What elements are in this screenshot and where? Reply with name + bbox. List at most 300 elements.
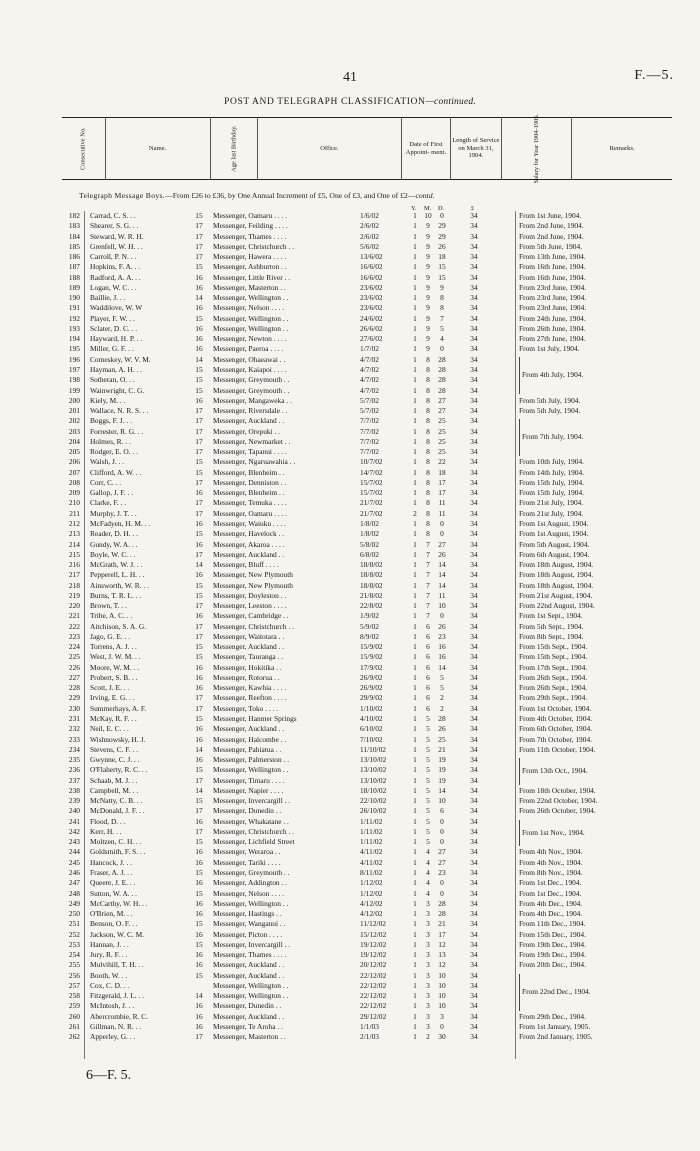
service-months: 3 — [426, 970, 430, 980]
staff-age: 17 — [195, 549, 203, 559]
remarks: From 8th Sept., 1904. — [519, 631, 584, 641]
staff-age: 16 — [195, 672, 203, 682]
appointment-date: 15/7/02 — [360, 488, 383, 498]
remarks: From 6th October, 1904. — [519, 724, 592, 734]
staff-office: Messenger, Wellington . . — [213, 980, 289, 990]
appointment-date: 23/6/02 — [360, 303, 383, 313]
staff-age: 17 — [195, 703, 203, 713]
staff-office: Messenger, Oamaru . . . . — [213, 211, 287, 220]
remarks: From 23rd June, 1904. — [519, 282, 587, 292]
consecutive-number: 213 — [68, 529, 80, 539]
table-row — [0, 765, 700, 775]
consecutive-number: 200 — [68, 395, 80, 405]
service-months: 8 — [426, 457, 430, 467]
remarks: From 10th July, 1904. — [519, 457, 585, 467]
appointment-date: 20/12/02 — [360, 960, 387, 970]
table-row — [0, 827, 700, 837]
staff-office: Messenger, Invercargill . . — [213, 939, 291, 949]
appointment-date: 26/10/02 — [360, 806, 387, 816]
staff-age: 17 — [195, 508, 203, 518]
service-years: 1 — [413, 714, 417, 724]
staff-office: Messenger, Tariki . . . . — [213, 857, 281, 867]
header-remarks: Remarks. — [572, 118, 672, 180]
consecutive-number: 203 — [68, 426, 80, 436]
salary: 34 — [470, 837, 478, 847]
service-days: 29 — [438, 231, 446, 241]
salary: 34 — [470, 426, 478, 436]
appointment-date: 22/12/02 — [360, 1001, 387, 1011]
staff-age: 15 — [195, 457, 203, 467]
staff-age: 16 — [195, 1001, 203, 1011]
remarks: From 1st October, 1904. — [519, 703, 592, 713]
table-row — [0, 581, 700, 591]
staff-name: Wallace, N. R. S. . . — [90, 406, 149, 416]
consecutive-number: 227 — [68, 672, 80, 682]
service-days: 3 — [440, 1011, 444, 1021]
appointment-date: 2/1/03 — [360, 1032, 379, 1042]
staff-office: Messenger, Kawhia . . . . — [213, 683, 287, 693]
staff-office: Messenger, Ohaeawai . . — [213, 354, 286, 364]
table-row — [0, 950, 700, 960]
service-years: 1 — [413, 765, 417, 775]
section-text: —From £26 to £36, by One Annual Increment of £5, One of £3, and One of £2— — [165, 191, 416, 200]
staff-age: 15 — [195, 837, 203, 847]
staff-office: Messenger, Weraroa . . — [213, 847, 281, 857]
service-years: 1 — [413, 539, 417, 549]
staff-office: Messenger, Blenheim . . — [213, 467, 285, 477]
service-days: 17 — [438, 477, 446, 487]
staff-name: Irving, E. G. . . — [90, 693, 135, 703]
service-months: 9 — [426, 282, 430, 292]
service-years: 1 — [413, 354, 417, 364]
table-row — [0, 519, 700, 529]
staff-name: Cox, C. D. . . — [90, 980, 130, 990]
consecutive-number: 255 — [68, 960, 80, 970]
table-row — [0, 242, 700, 252]
consecutive-number: 258 — [68, 991, 80, 1001]
consecutive-number: 248 — [68, 888, 80, 898]
appointment-date: 1/8/02 — [360, 529, 379, 539]
service-years: 1 — [413, 806, 417, 816]
staff-name: Reader, D. H. . . — [90, 529, 138, 539]
staff-age: 15 — [195, 868, 203, 877]
appointment-date: 21/7/02 — [360, 498, 383, 508]
salary: 34 — [470, 303, 478, 313]
remarks: From 15th Dec., 1904. — [519, 929, 586, 939]
consecutive-number: 256 — [68, 970, 80, 980]
staff-age: 17 — [195, 252, 203, 262]
service-months: 8 — [426, 477, 430, 487]
staff-name: Gundy, W. A. . . — [90, 539, 138, 549]
staff-age: 15 — [195, 642, 203, 652]
consecutive-number: 250 — [68, 909, 80, 919]
staff-age: 15 — [195, 375, 203, 385]
appointment-date: 4/12/02 — [360, 898, 383, 908]
staff-name: Moltzen, C. H. . . — [90, 837, 142, 847]
salary: 34 — [470, 683, 478, 693]
service-days: 0 — [440, 211, 444, 220]
service-days: 21 — [438, 744, 446, 754]
table-row — [0, 991, 700, 1001]
staff-name: Hancock, J. . . — [90, 857, 133, 867]
consecutive-number: 253 — [68, 939, 80, 949]
table-row — [0, 457, 700, 467]
consecutive-number: 245 — [68, 857, 80, 867]
salary: 34 — [470, 334, 478, 344]
service-months: 8 — [426, 436, 430, 446]
appointment-date: 4/7/02 — [360, 364, 379, 374]
service-days: 25 — [438, 416, 446, 426]
salary: 34 — [470, 570, 478, 580]
appointment-date: 22/12/02 — [360, 970, 387, 980]
staff-office: Messenger, Wellington . . — [213, 898, 289, 908]
appointment-date: 1/1/03 — [360, 1021, 379, 1031]
service-days: 28 — [438, 898, 446, 908]
salary: 34 — [470, 447, 478, 457]
table-row — [0, 940, 700, 950]
service-days: 0 — [440, 344, 444, 354]
service-days: 14 — [438, 570, 446, 580]
consecutive-number: 240 — [68, 806, 80, 816]
appointment-date: 6/10/02 — [360, 724, 383, 734]
staff-office: Messenger, Denniston . . — [213, 477, 287, 487]
table-row — [0, 416, 700, 426]
appointment-date: 1/9/02 — [360, 611, 379, 621]
salary: 34 — [470, 1011, 478, 1021]
consecutive-number: 251 — [68, 919, 80, 929]
service-days: 26 — [438, 724, 446, 734]
service-months: 9 — [426, 313, 430, 323]
table-row — [0, 878, 700, 888]
table-row — [0, 221, 700, 231]
staff-age: 17 — [195, 826, 203, 836]
remarks: From 1st July, 1904. — [519, 344, 580, 354]
appointment-date: 19/12/02 — [360, 950, 387, 960]
staff-office: Messenger, Tapanui . . . . — [213, 447, 287, 457]
consecutive-number: 206 — [68, 457, 80, 467]
service-months: 6 — [426, 642, 430, 652]
staff-office: Messenger, Reefton . . . . — [213, 693, 287, 703]
consecutive-number: 260 — [68, 1011, 80, 1021]
service-days: 19 — [438, 755, 446, 765]
staff-age: 15 — [195, 590, 203, 600]
page-reference: F.—5. — [634, 68, 674, 83]
staff-name: O'Brien, M. . . — [90, 909, 133, 919]
service-days: 25 — [438, 426, 446, 436]
salary: 34 — [470, 272, 478, 282]
consecutive-number: 199 — [68, 385, 80, 395]
service-years: 1 — [413, 1032, 417, 1042]
staff-name: Sclater, D. C. . . — [90, 323, 138, 333]
service-months: 8 — [426, 375, 430, 385]
staff-age: 15 — [195, 580, 203, 590]
salary: 34 — [470, 1032, 478, 1042]
staff-age: 16 — [195, 847, 203, 857]
salary: 34 — [470, 457, 478, 467]
staff-age: 14 — [195, 293, 203, 303]
staff-name: Mulvihill, T. H. . . — [90, 960, 144, 970]
service-months: 7 — [426, 570, 430, 580]
service-months: 5 — [426, 724, 430, 734]
service-years: 1 — [413, 1001, 417, 1011]
table-row — [0, 344, 700, 354]
staff-age: 17 — [195, 806, 203, 816]
staff-age: 16 — [195, 488, 203, 498]
staff-age: 17 — [195, 241, 203, 251]
consecutive-number: 184 — [68, 231, 80, 241]
service-days: 23 — [438, 631, 446, 641]
service-years: 1 — [413, 323, 417, 333]
service-days: 14 — [438, 560, 446, 570]
salary: 34 — [470, 293, 478, 303]
service-years: 1 — [413, 939, 417, 949]
staff-name: Scott, J. E. . . — [90, 683, 130, 693]
staff-age: 17 — [195, 1032, 203, 1042]
salary: 34 — [470, 477, 478, 487]
service-days: 8 — [440, 293, 444, 303]
appointment-date: 15/9/02 — [360, 642, 383, 652]
remarks: From 26th June, 1904. — [519, 323, 586, 333]
appointment-date: 11/10/02 — [360, 744, 387, 754]
service-years: 1 — [413, 621, 417, 631]
staff-age: 15 — [195, 211, 203, 220]
grouped-remark: From 4th July, 1904. — [522, 370, 584, 380]
service-years: 1 — [413, 231, 417, 241]
service-months: 8 — [426, 447, 430, 457]
staff-office: Messenger, Addington . . — [213, 878, 288, 888]
remarks: From 11th October, 1904. — [519, 744, 596, 754]
staff-name: Stevens, C. F. . . — [90, 744, 139, 754]
service-days: 17 — [438, 488, 446, 498]
salary: 34 — [470, 539, 478, 549]
staff-name: Boyle, W. C. . . — [90, 549, 136, 559]
header-salary: Salary for Year 1904-1905. — [501, 118, 571, 180]
table-row — [0, 365, 700, 375]
staff-age: 15 — [195, 652, 203, 662]
staff-office: Messenger, New Plymouth — [213, 570, 293, 580]
staff-office: Messenger, Greymouth . . — [213, 375, 290, 385]
staff-office: Messenger, Thames . . . . — [213, 231, 287, 241]
salary: 34 — [470, 672, 478, 682]
remarks: From 15th Sept., 1904. — [519, 652, 588, 662]
consecutive-number: 215 — [68, 549, 80, 559]
service-months: 5 — [426, 816, 430, 826]
service-years: 1 — [413, 601, 417, 611]
remarks: From 4th Dec., 1904. — [519, 898, 583, 908]
staff-office: Messenger, Nelson . . . . — [213, 888, 285, 898]
service-days: 0 — [440, 1021, 444, 1031]
table-row — [0, 889, 700, 899]
staff-age: 16 — [195, 816, 203, 826]
service-years: 1 — [413, 334, 417, 344]
staff-age: 16 — [195, 662, 203, 672]
service-months: 9 — [426, 221, 430, 231]
staff-name: Gillman, N. R. . . — [90, 1021, 142, 1031]
salary: 34 — [470, 364, 478, 374]
service-days: 14 — [438, 785, 446, 795]
appointment-date: 22/12/02 — [360, 991, 387, 1001]
staff-name: Carroll, P. N. . . — [90, 252, 137, 262]
remarks: From 19th Dec., 1904. — [519, 939, 586, 949]
service-months: 9 — [426, 241, 430, 251]
staff-age: 17 — [195, 601, 203, 611]
staff-age: 15 — [195, 765, 203, 775]
table-row — [0, 529, 700, 539]
remarks: From 23rd June, 1904. — [519, 303, 587, 313]
title-continued: —continued. — [425, 97, 476, 107]
appointment-date: 16/6/02 — [360, 272, 383, 282]
remarks: From 5th July, 1904. — [519, 395, 581, 405]
consecutive-number: 216 — [68, 560, 80, 570]
consecutive-number: 182 — [68, 211, 80, 220]
consecutive-number: 247 — [68, 878, 80, 888]
service-days: 28 — [438, 375, 446, 385]
staff-name: Brown, T. . . — [90, 601, 127, 611]
service-days: 5 — [440, 323, 444, 333]
remarks: From 20th Dec., 1904. — [519, 960, 586, 970]
staff-name: Aitchison, S. A. G. — [90, 621, 147, 631]
consecutive-number: 191 — [68, 303, 80, 313]
service-days: 27 — [438, 406, 446, 416]
appointment-date: 26/9/02 — [360, 683, 383, 693]
table-row — [0, 837, 700, 847]
salary: 34 — [470, 416, 478, 426]
consecutive-number: 212 — [68, 518, 80, 528]
table-row — [0, 1001, 700, 1011]
staff-age: 16 — [195, 960, 203, 970]
staff-office: Messenger, Auckland . . — [213, 1011, 285, 1021]
staff-office: Messenger, Napier . . . . — [213, 785, 284, 795]
table-row — [0, 314, 700, 324]
salary: 34 — [470, 385, 478, 395]
staff-name: Baillie, J. . . — [90, 293, 126, 303]
salary: 34 — [470, 395, 478, 405]
remarks: From 11th Dec., 1904. — [519, 919, 586, 929]
service-years: 1 — [413, 775, 417, 785]
table-row — [0, 704, 700, 714]
table-row — [0, 960, 700, 970]
table-row — [0, 386, 700, 396]
grouped-remark: From 22nd Dec., 1904. — [522, 987, 591, 997]
table-row — [0, 509, 700, 519]
remarks: From 22nd August, 1904. — [519, 601, 595, 611]
salary: 34 — [470, 518, 478, 528]
staff-office: Messenger, Little River . . — [213, 272, 291, 282]
staff-office: Messenger, Thames . . . . — [213, 950, 287, 960]
service-months: 8 — [426, 426, 430, 436]
service-years: 2 — [413, 508, 417, 518]
staff-name: Clarke, F. . . — [90, 498, 127, 508]
service-years: 1 — [413, 426, 417, 436]
column-header-table — [62, 113, 672, 184]
consecutive-number: 204 — [68, 436, 80, 446]
appointment-date: 4/7/02 — [360, 354, 379, 364]
service-days: 12 — [438, 960, 446, 970]
staff-age: 15 — [195, 796, 203, 806]
service-days: 11 — [438, 508, 446, 518]
table-row — [0, 283, 700, 293]
service-days: 0 — [440, 611, 444, 621]
salary: 34 — [470, 765, 478, 775]
service-months: 9 — [426, 344, 430, 354]
salary: 34 — [470, 950, 478, 960]
consecutive-number: 261 — [68, 1021, 80, 1031]
service-months: 5 — [426, 714, 430, 724]
service-years: 1 — [413, 672, 417, 682]
staff-office: Messenger, Kaiapoi . . . . — [213, 364, 287, 374]
staff-name: Tribe, A. C. . . — [90, 611, 133, 621]
staff-name: McKay, R. F. . . — [90, 714, 137, 724]
appointment-date: 5/7/02 — [360, 395, 379, 405]
staff-name: Shearer, S. G. . . — [90, 221, 139, 231]
service-months: 5 — [426, 755, 430, 765]
staff-office: Messenger, Bluff . . . . — [213, 560, 279, 570]
remarks: From 8th Nov., 1904. — [519, 868, 583, 877]
staff-name: Boggs, F. J. . . — [90, 416, 132, 426]
staff-office: Messenger, Waitotara . . — [213, 631, 285, 641]
service-months: 8 — [426, 416, 430, 426]
staff-name: Summerhays, A. F. — [90, 703, 147, 713]
salary: 34 — [470, 693, 478, 703]
appointment-date: 7/7/02 — [360, 447, 379, 457]
service-months: 8 — [426, 508, 430, 518]
service-months: 2 — [426, 1032, 430, 1042]
remarks: From 19th Dec., 1904. — [519, 950, 586, 960]
staff-name: McNatty, C. B. . . — [90, 796, 143, 806]
staff-age: 16 — [195, 755, 203, 765]
staff-age: 16 — [195, 909, 203, 919]
service-months: 3 — [426, 1001, 430, 1011]
consecutive-number: 208 — [68, 477, 80, 487]
salary: 34 — [470, 868, 478, 877]
remarks: From 22nd October, 1904. — [519, 796, 598, 806]
staff-office: Messenger, Oamaru . . . . — [213, 508, 287, 518]
staff-name: Ainsworth, W. R. . . — [90, 580, 149, 590]
appointment-date: 7/7/02 — [360, 416, 379, 426]
staff-age: 17 — [195, 231, 203, 241]
staff-office: Messenger, Halcombe . . — [213, 734, 287, 744]
staff-age: 15 — [195, 467, 203, 477]
remarks: From 18th August, 1904. — [519, 560, 594, 570]
service-days: 13 — [438, 950, 446, 960]
salary: 34 — [470, 498, 478, 508]
service-months: 9 — [426, 334, 430, 344]
consecutive-number: 232 — [68, 724, 80, 734]
staff-name: West, J. W. M. . . — [90, 652, 141, 662]
table-row — [0, 406, 700, 416]
consecutive-number: 185 — [68, 241, 80, 251]
remarks: From 2nd June, 1904. — [519, 231, 584, 241]
service-years: 1 — [413, 744, 417, 754]
staff-age: 16 — [195, 611, 203, 621]
header-name: Name. — [105, 118, 210, 180]
staff-name: Wishnowsky, H. J. — [90, 734, 146, 744]
remarks: From 1st Dec., 1904. — [519, 878, 582, 888]
service-months: 3 — [426, 1011, 430, 1021]
brace-line — [519, 357, 520, 394]
staff-name: O'Flaherty, R. C. . . — [90, 765, 148, 775]
service-months: 5 — [426, 765, 430, 775]
service-years: 1 — [413, 662, 417, 672]
table-row — [0, 591, 700, 601]
remarks: From 16th June, 1904. — [519, 262, 586, 272]
consecutive-number: 186 — [68, 252, 80, 262]
staff-age: 15 — [195, 529, 203, 539]
table-row — [0, 745, 700, 755]
consecutive-number: 220 — [68, 601, 80, 611]
service-years: 1 — [413, 406, 417, 416]
salary: 34 — [470, 406, 478, 416]
